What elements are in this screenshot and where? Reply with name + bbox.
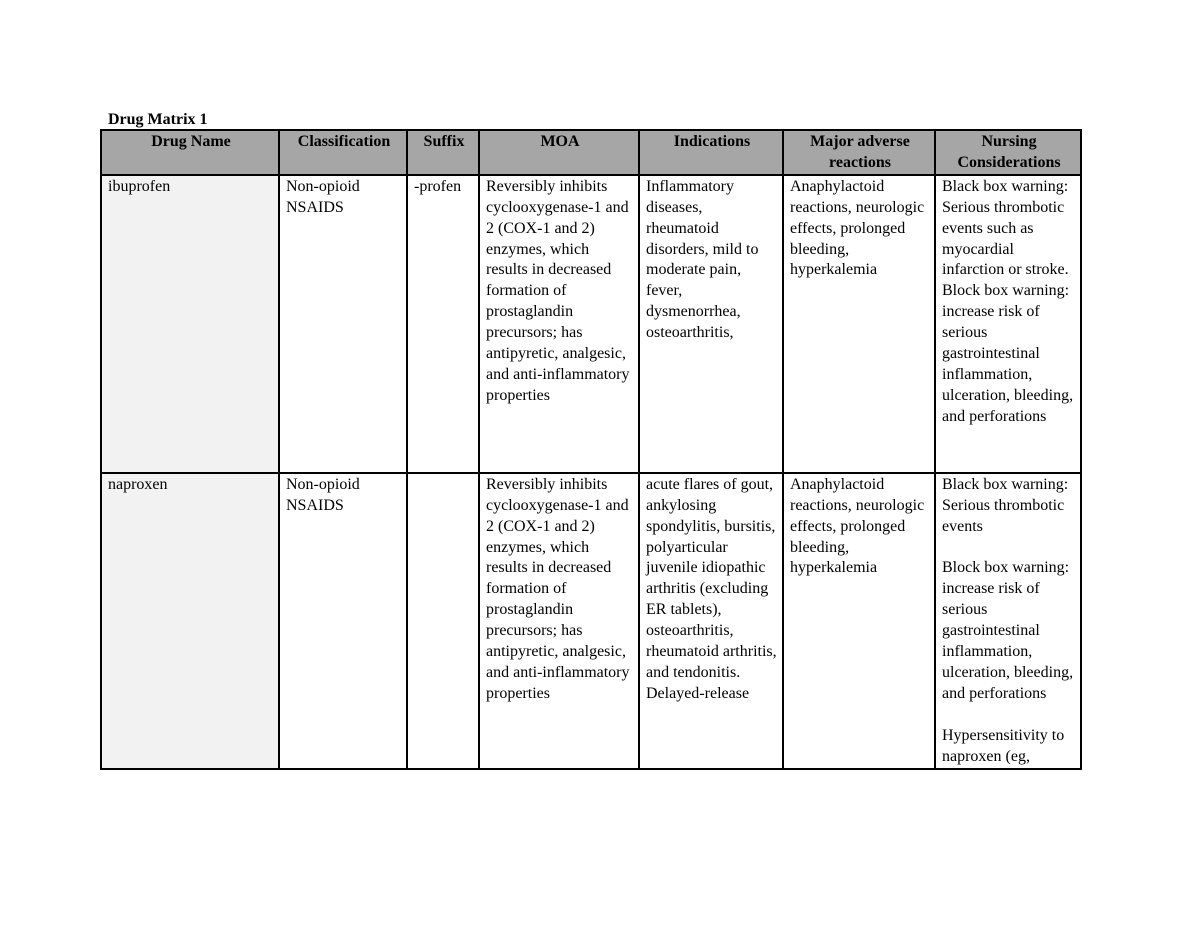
table-row bbox=[101, 175, 1081, 473]
cell-drug-name: naproxen bbox=[101, 473, 279, 769]
document-title: Drug Matrix 1 bbox=[108, 111, 208, 128]
header-classification: Classification bbox=[279, 130, 407, 175]
cell-indications: acute flares of gout, ankylosing spondylitis, bursitis, polyarticular juvenile idiopathic arthritis (excluding ER tablets), osteoarthritis, rheumatoid arthritis, and tendonitis. Delayed-release bbox=[639, 473, 783, 769]
header-suffix: Suffix bbox=[407, 130, 479, 175]
cell-classification: Non-opioid NSAIDS bbox=[279, 473, 407, 769]
cell-moa: Reversibly inhibits cyclooxygenase-1 and 2 (COX-1 and 2) enzymes, which results in decreased formation of prostaglandin precursors; has antipyretic, analgesic, and anti-inflammatory properties bbox=[479, 473, 639, 769]
cell-adverse-reactions: Anaphylactoid reactions, neurologic effects, prolonged bleeding, hyperkalemia bbox=[783, 473, 935, 769]
cell-suffix bbox=[407, 473, 479, 769]
cell-indications: Inflammatory diseases, rheumatoid disorders, mild to moderate pain, fever, dysmenorrhea, osteoarthritis, bbox=[639, 175, 783, 473]
cell-adverse-reactions: Anaphylactoid reactions, neurologic effects, prolonged bleeding, hyperkalemia bbox=[783, 175, 935, 473]
cell-nursing-considerations: Black box warning: Serious thrombotic events such as myocardial infarction or stroke. Block box warning: increase risk of serious gastrointestinal inflammation, ulceration, bleeding, and perforations bbox=[935, 175, 1081, 473]
header-indications: Indications bbox=[639, 130, 783, 175]
cell-moa: Reversibly inhibits cyclooxygenase-1 and 2 (COX-1 and 2) enzymes, which results in decreased formation of prostaglandin precursors; has antipyretic, analgesic, and anti-inflammatory properties bbox=[479, 175, 639, 473]
cell-suffix: -profen bbox=[407, 175, 479, 473]
cell-nursing-considerations: Black box warning: Serious thrombotic events Block box warning: increase risk of serious gastrointestinal inflammation, ulceration, bleeding, and perforations Hypersensitivity to naproxen (eg, bbox=[935, 473, 1081, 769]
header-drug-name: Drug Name bbox=[101, 130, 279, 175]
cell-drug-name: ibuprofen bbox=[101, 175, 279, 473]
cell-classification: Non-opioid NSAIDS bbox=[279, 175, 407, 473]
header-nursing-considerations: Nursing Considerations bbox=[935, 130, 1081, 175]
table-row bbox=[101, 473, 1081, 769]
header-moa: MOA bbox=[479, 130, 639, 175]
table-header-row bbox=[101, 130, 1081, 175]
drug-matrix-table bbox=[100, 129, 1082, 770]
header-adverse-reactions: Major adverse reactions bbox=[783, 130, 935, 175]
